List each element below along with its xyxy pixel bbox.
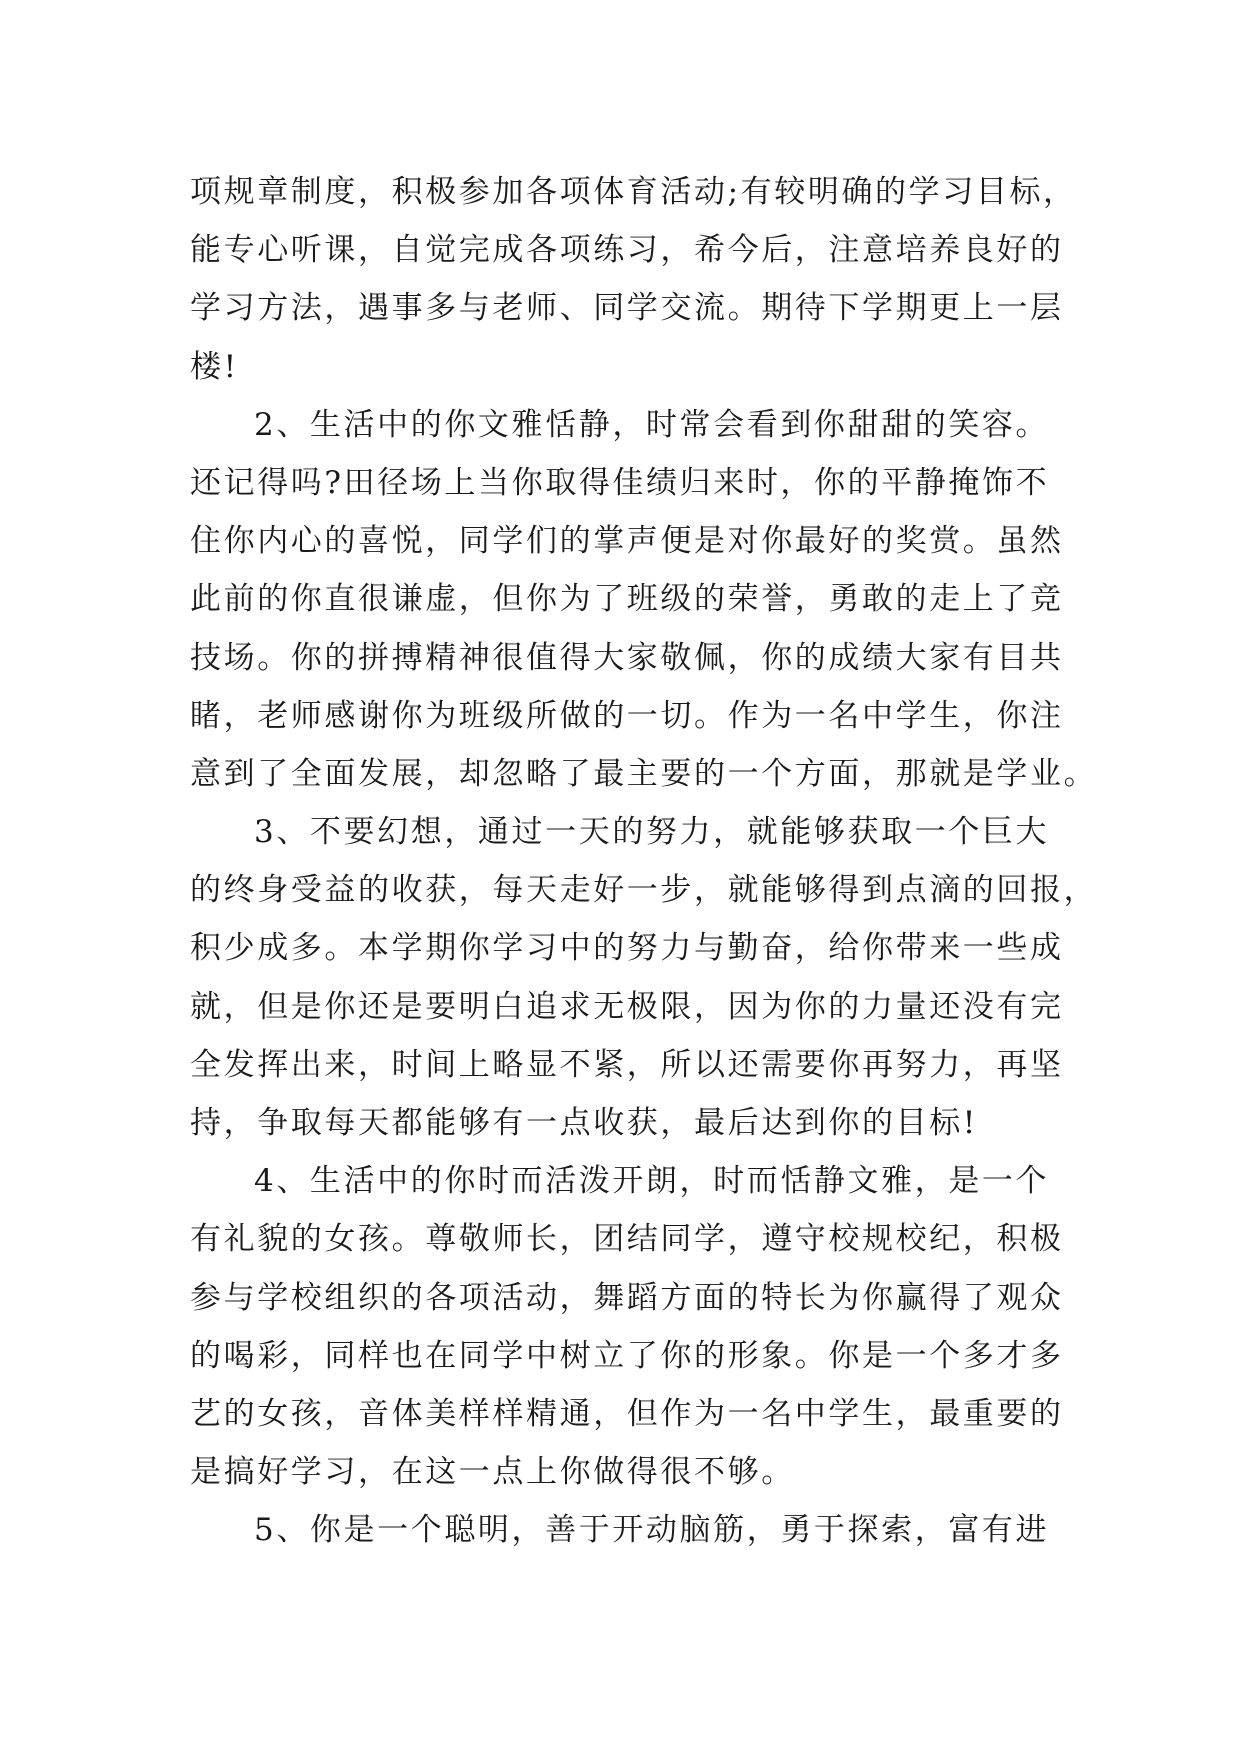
text-line: 是搞好学习，在这一点上你做得很不够。 [190,1454,795,1491]
text-line: 楼! [190,348,239,385]
text-line: 技场。你的拼搏精神很值得大家敬佩，你的成绩大家有目共 [190,639,1064,676]
text-line: 意到了全面发展，却忽略了最主要的一个方面，那就是学业。 [190,755,1098,792]
paragraph-start-line: 4、生活中的你时而活泼开朗，时而恬静文雅，是一个 [254,1163,1050,1200]
document-body [190,163,1098,1560]
text-line: 有礼貌的女孩。尊敬师长，团结同学，遵守校规校纪，积极 [190,1221,1064,1258]
text-line: 参与学校组织的各项活动，舞蹈方面的特长为你赢得了观众 [190,1279,1064,1316]
text-line: 项规章制度，积极参加各项体育活动;有较明确的学习目标， [190,174,1077,210]
paragraph-start-line: 5、你是一个聪明，善于开动脑筋，勇于探索，富有进 [254,1512,1050,1549]
paragraph-start-line: 2、生活中的你文雅恬静，时常会看到你甜甜的笑容。 [254,406,1050,443]
text-line: 还记得吗?田径场上当你取得佳绩归来时，你的平静掩饰不 [190,464,1050,501]
text-line: 的喝彩，同样也在同学中树立了你的形象。你是一个多才多 [190,1337,1064,1374]
text-line: 住你内心的喜悦，同学们的掌声便是对你最好的奖赏。虽然 [190,523,1064,560]
paragraph-start-line: 3、不要幻想，通过一天的努力，就能够获取一个巨大 [254,814,1050,851]
text-line: 持，争取每天都能够有一点收获，最后达到你的目标! [190,1105,978,1141]
text-line: 能专心听课，自觉完成各项练习，希今后，注意培养良好的 [190,232,1064,269]
text-line: 积少成多。本学期你学习中的努力与勤奋，给你带来一些成 [190,930,1064,967]
text-line: 艺的女孩，音体美样样精通，但作为一名中学生，最重要的 [190,1395,1064,1432]
text-line: 此前的你直很谦虚，但你为了班级的荣誉，勇敢的走上了竞 [190,581,1064,618]
text-line: 的终身受益的收获，每天走好一步，就能够得到点滴的回报， [190,872,1098,909]
text-line: 睹，老师感谢你为班级所做的一切。作为一名中学生，你注 [190,697,1064,734]
text-line: 就，但是你还是要明白追求无极限，因为你的力量还没有完 [190,988,1064,1025]
text-line: 全发挥出来，时间上略显不紧，所以还需要你再努力，再坚 [190,1046,1064,1083]
text-line: 学习方法，遇事多与老师、同学交流。期待下学期更上一层 [190,290,1064,327]
